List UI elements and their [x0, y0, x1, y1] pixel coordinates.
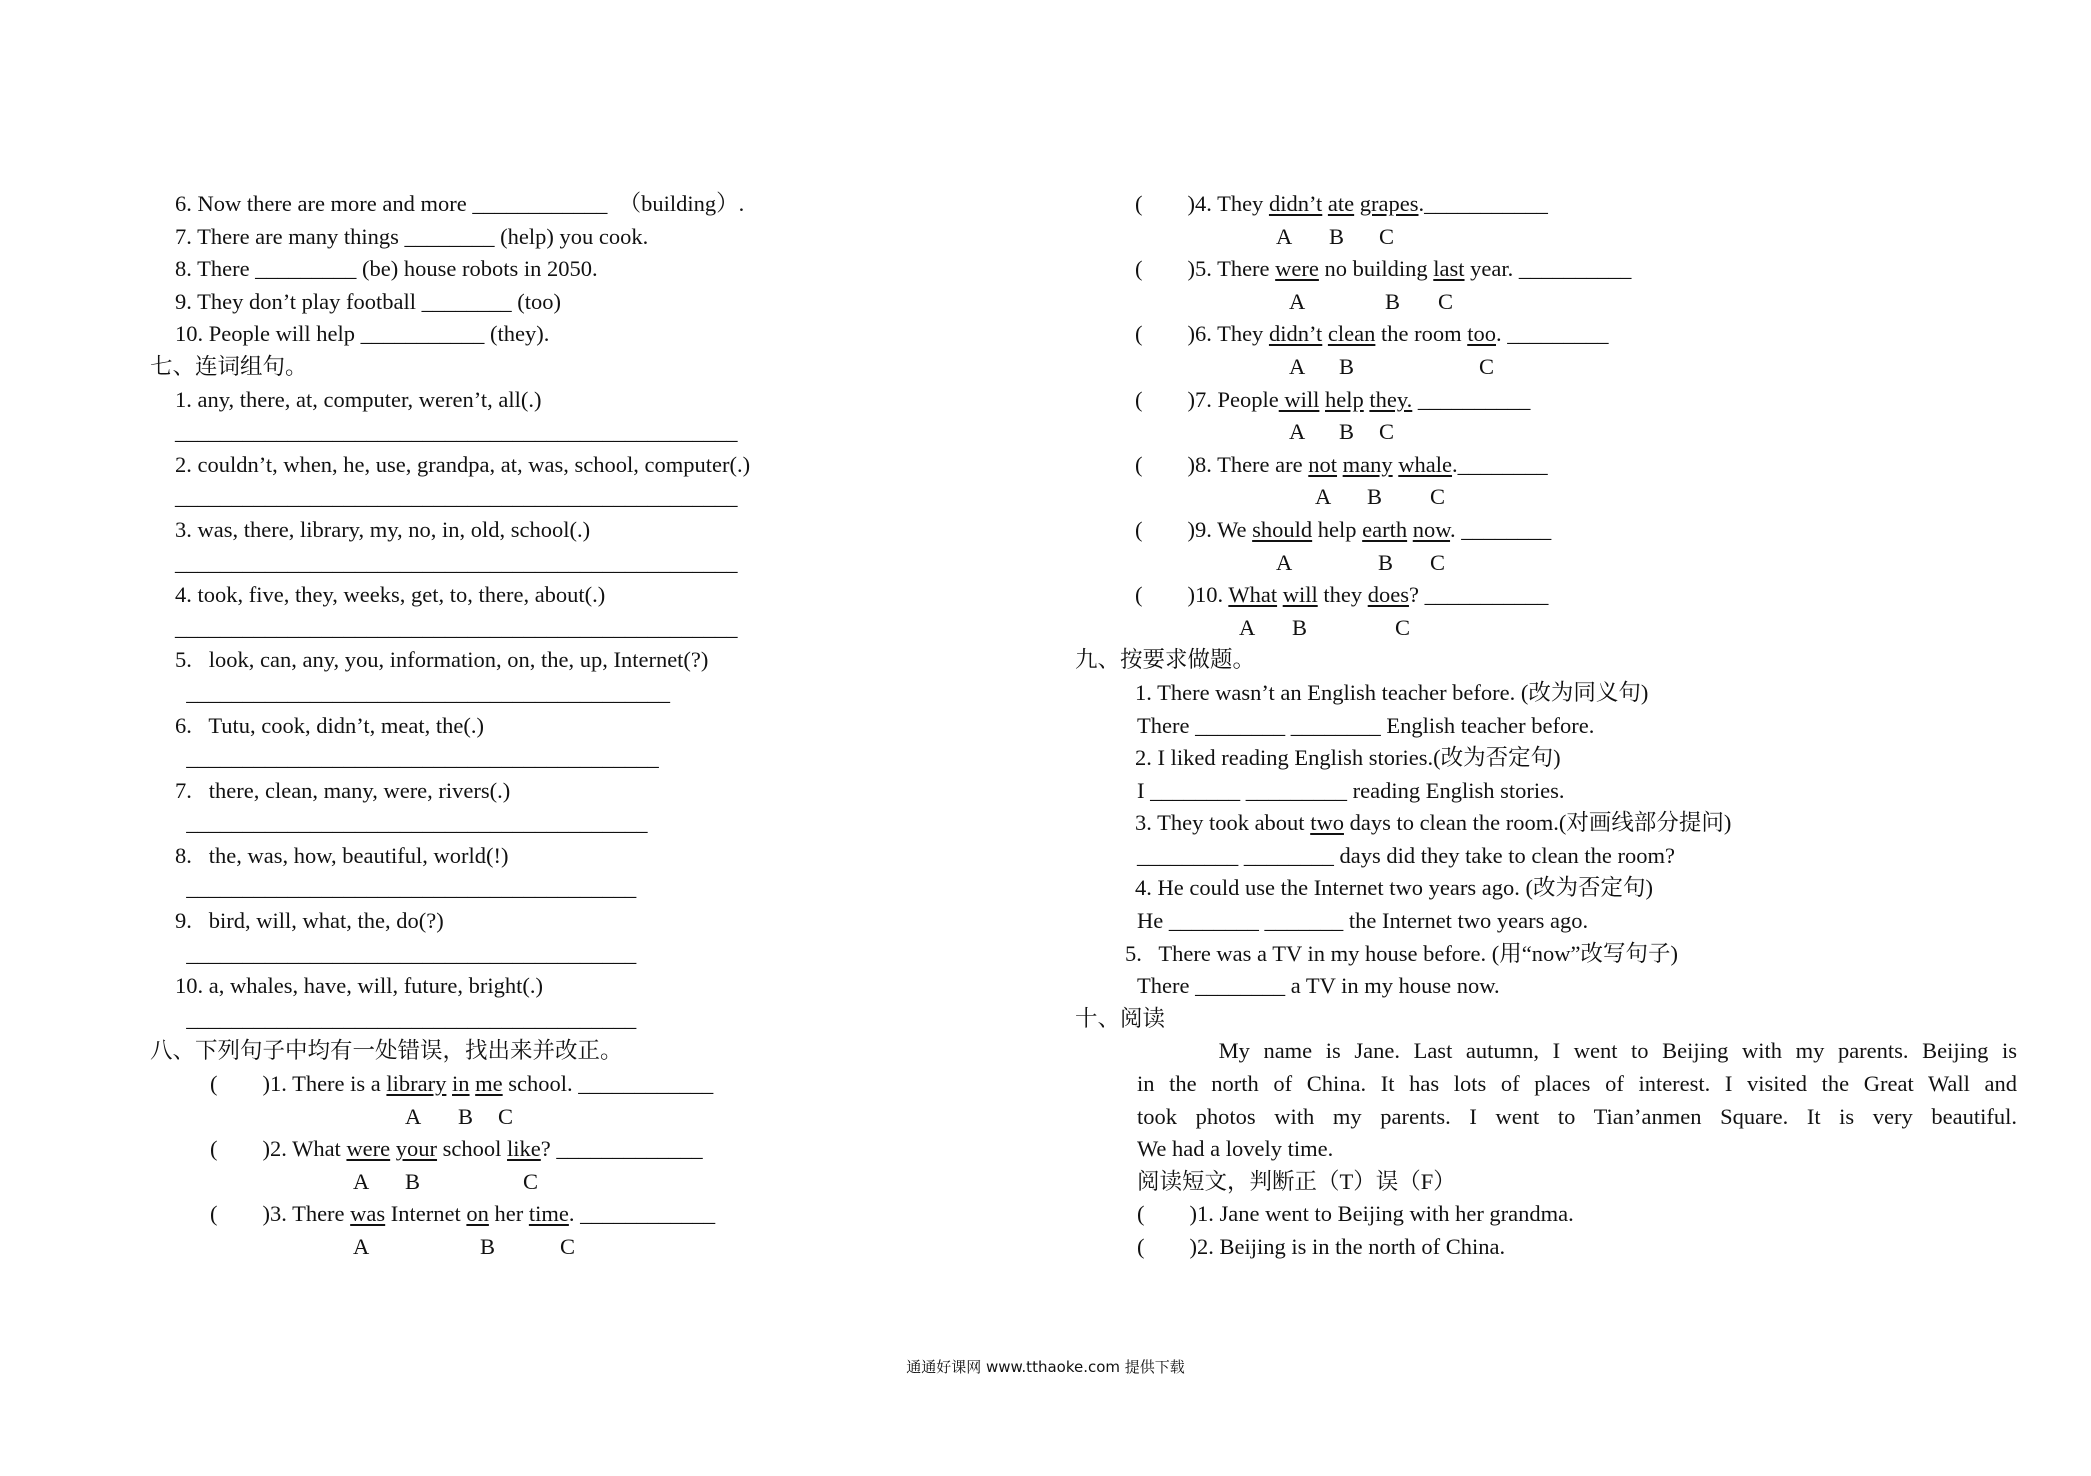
label-c: C [1430, 549, 1446, 575]
label-c: C [1379, 419, 1395, 445]
answer-line[interactable]: __________________________________________ [175, 745, 659, 771]
label-b: B [1378, 549, 1394, 575]
answer-line[interactable]: ________________________________________ [175, 1005, 637, 1031]
item-text: ? ___________ [1408, 582, 1549, 608]
abc-labels [1075, 416, 1975, 449]
word-order-question: 10. a, whales, have, will, future, bright(.) [175, 973, 544, 999]
item-text: ( )8. There are [1135, 451, 1309, 477]
item-text: ( )1. There is a [210, 1071, 387, 1097]
choice-b: on [466, 1201, 489, 1227]
error-item-1 [150, 1068, 1020, 1101]
item-text: days to clean the room.(对画线部分提问) [1343, 810, 1732, 836]
item-text: ( )6. They [1135, 321, 1269, 347]
choice-b: last [1433, 256, 1465, 282]
label-a: A [1289, 288, 1306, 314]
answer-line[interactable]: __________________________________________________ [175, 614, 738, 640]
item-text: . ____________ [568, 1201, 716, 1227]
item-text: school [437, 1136, 508, 1162]
section-10-title: 十、阅读 [1075, 1005, 1166, 1031]
fill-item-7: 7. There are many things ________ (help) you cook. [175, 223, 649, 249]
choice-c: too [1467, 321, 1496, 347]
label-c: C [1438, 288, 1454, 314]
transform-answer[interactable]: _________ ________ days did they take to clean the room? [1137, 842, 1676, 868]
transform-question [1075, 807, 1975, 840]
fill-item-10: 10. People will help ___________ (they). [175, 321, 550, 347]
choice-a: What [1228, 582, 1278, 608]
error-item-9 [1075, 514, 1975, 547]
error-item-10 [1075, 579, 1975, 612]
label-b: B [480, 1234, 496, 1259]
choice-a: didn’t [1268, 321, 1323, 347]
choice-b: your [395, 1136, 438, 1162]
label-b: B [405, 1168, 421, 1194]
item-text: ( )7. People [1135, 386, 1279, 412]
choice-b: ate [1327, 191, 1355, 216]
abc-labels [1075, 547, 1975, 580]
item-text: ( )2. What [210, 1136, 347, 1162]
abc-labels [1075, 351, 1975, 384]
item-text: ( )4. They [1135, 191, 1269, 216]
abc-labels [1075, 286, 1975, 319]
label-a: A [353, 1168, 370, 1194]
label-c: C [523, 1168, 539, 1194]
item-text: .___________ [1418, 191, 1548, 216]
label-b: B [458, 1103, 474, 1129]
item-text: no building [1318, 256, 1434, 282]
answer-line[interactable]: ________________________________________ [175, 940, 637, 966]
page-footer: 通通好课网 www.tthaoke.com 提供下载 [906, 1358, 1185, 1376]
label-b: B [1292, 614, 1308, 640]
abc-labels [1075, 481, 1975, 514]
right-column [1075, 188, 2017, 1264]
error-correction-items-cont [1075, 188, 1975, 644]
choice-c: grapes [1359, 191, 1419, 216]
label-a: A [1315, 484, 1332, 510]
item-text: year. [1464, 256, 1519, 282]
label-c: C [560, 1234, 576, 1259]
answer-line[interactable]: __________________________________________________ [175, 549, 738, 575]
section-9-title: 九、按要求做题。 [1075, 647, 1256, 673]
choice-c: me [475, 1071, 503, 1097]
choice-b: help [1325, 386, 1364, 412]
label-a: A [1289, 419, 1306, 445]
word-order-question: 5. look, can, any, you, information, on, the, up, Internet(?) [175, 647, 709, 673]
choice-a: were [346, 1136, 391, 1162]
transform-question: 1. There wasn’t an English teacher before. (改为同义句) [1135, 679, 1649, 705]
passage-line: We had a lovely time. [1137, 1136, 1334, 1162]
label-a: A [1276, 223, 1293, 249]
word-order-question: 2. couldn’t, when, he, use, grandpa, at, was, school, computer(.) [175, 451, 751, 477]
transform-question: 2. I liked reading English stories.(改为否定句) [1135, 745, 1561, 771]
word-order-items [150, 384, 1020, 1036]
word-order-question: 9. bird, will, what, the, do(?) [175, 908, 444, 934]
label-c: C [1395, 614, 1411, 640]
transform-answer[interactable]: There ________ ________ English teacher before. [1137, 712, 1595, 738]
tf-item: ( )1. Jane went to Beijing with her grandma. [1137, 1201, 1574, 1227]
label-b: B [1329, 223, 1345, 249]
error-item-4 [1075, 188, 1975, 221]
choice-a: not [1308, 451, 1338, 477]
choice-a: were [1275, 256, 1319, 282]
transform-answer[interactable]: There ________ a TV in my house now. [1137, 973, 1500, 999]
true-false-items [1075, 1198, 1975, 1263]
reading-instruction: 阅读短文，判断正（T）误（F） [1137, 1168, 1456, 1194]
choice-b: will [1282, 582, 1318, 608]
item-text: __________ [1518, 256, 1632, 282]
label-c: C [1379, 223, 1395, 249]
item-text: ( )9. We [1135, 516, 1253, 542]
label-a: A [1276, 549, 1293, 575]
section-7-title: 七、连词组句。 [150, 353, 308, 379]
choice-c: like [507, 1136, 541, 1162]
choice-c: whale [1398, 451, 1453, 477]
answer-line[interactable]: ___________________________________________ [175, 679, 670, 705]
error-item-3 [150, 1198, 1020, 1231]
item-text: school. ____________ [502, 1071, 714, 1097]
label-a: A [353, 1234, 370, 1259]
passage-line: in the north of China. It has lots of places of interest. I visited the Great Wall and [1137, 1071, 2017, 1097]
item-text: the room [1375, 321, 1468, 347]
choice-a: library [386, 1071, 447, 1097]
reading-passage [1075, 1035, 2017, 1198]
fill-item-8: 8. There _________ (be) house robots in 2050. [175, 256, 598, 282]
word-order-question: 1. any, there, at, computer, weren’t, all(.) [175, 386, 542, 412]
item-text: Internet [385, 1201, 467, 1227]
label-c: C [1479, 353, 1495, 379]
item-text: ( )5. There [1135, 256, 1276, 282]
choice-a: didn’t [1268, 191, 1323, 216]
section-8-title: 八、下列句子中均有一处错误，找出来并改正。 [150, 1038, 623, 1064]
label-c: C [498, 1103, 514, 1129]
abc-labels [1075, 221, 1975, 254]
left-column [150, 188, 1020, 1264]
fill-item-9: 9. They don’t play football ________ (too) [175, 288, 561, 314]
choice-c: now [1412, 516, 1451, 542]
underlined-word: two [1310, 810, 1344, 836]
answer-line[interactable]: ________________________________________ [175, 875, 637, 901]
item-text: they [1317, 582, 1368, 608]
label-c: C [1430, 484, 1446, 510]
label-b: B [1385, 288, 1401, 314]
transform-question: 5. There was a TV in my house before. (用“now”改写句子) [1125, 940, 1678, 966]
fill-item-6: 6. Now there are more and more ____________ （building）. [175, 191, 745, 216]
item-text: ( )3. There [210, 1201, 351, 1227]
error-item-7 [1075, 384, 1975, 417]
label-a: A [1289, 353, 1306, 379]
passage-line: My name is Jane. Last autumn, I went to Beijing with my parents. Beijing is [1137, 1038, 2017, 1064]
fill-blank-items [150, 188, 1020, 351]
label-b: B [1339, 419, 1355, 445]
item-text: her [488, 1201, 529, 1227]
abc-labels [150, 1101, 1020, 1134]
item-text: . ________ [1450, 516, 1552, 542]
word-order-question: 4. took, five, they, weeks, get, to, there, about(.) [175, 582, 606, 608]
transform-items [1075, 677, 1975, 1003]
word-order-question: 7. there, clean, many, were, rivers(.) [175, 777, 511, 803]
passage-line: took photos with my parents. I went to Tian’anmen Square. It is very beautiful. [1137, 1103, 2017, 1129]
choice-c: they. [1369, 386, 1413, 412]
item-text: .________ [1452, 451, 1548, 477]
label-b: B [1367, 484, 1383, 510]
item-text: __________ [1412, 386, 1531, 412]
choice-c: does [1367, 582, 1409, 608]
error-item-2 [150, 1133, 1020, 1166]
choice-b: earth [1362, 516, 1408, 542]
abc-labels [150, 1166, 1020, 1199]
label-a: A [405, 1103, 422, 1129]
choice-b: clean [1327, 321, 1376, 347]
choice-c: time [528, 1201, 569, 1227]
abc-labels [150, 1231, 1020, 1264]
item-text: help [1312, 516, 1363, 542]
item-text: 3. They took about [1135, 810, 1311, 836]
item-text: ? _____________ [540, 1136, 703, 1162]
word-order-question: 8. the, was, how, beautiful, world(!) [175, 842, 509, 868]
label-b: B [1339, 353, 1355, 379]
choice-b: many [1342, 451, 1393, 477]
choice-a: should [1252, 516, 1313, 542]
choice-a: will [1278, 386, 1320, 412]
error-item-8 [1075, 449, 1975, 482]
abc-labels [1075, 612, 1975, 645]
label-a: A [1239, 614, 1256, 640]
word-order-question: 6. Tutu, cook, didn’t, meat, the(.) [175, 712, 484, 738]
error-item-5 [1075, 253, 1975, 286]
answer-line[interactable]: __________________________________________________ [175, 484, 738, 510]
error-item-6 [1075, 318, 1975, 351]
choice-b: in [452, 1071, 470, 1097]
answer-line[interactable]: _________________________________________ [175, 810, 648, 836]
item-text: ( )10. [1135, 582, 1229, 608]
tf-item: ( )2. Beijing is in the north of China. [1137, 1234, 1506, 1259]
answer-line[interactable]: __________________________________________________ [175, 419, 738, 445]
transform-answer[interactable]: He ________ _______ the Internet two years ago. [1137, 908, 1589, 934]
transform-question: 4. He could use the Internet two years ago. (改为否定句) [1135, 875, 1653, 901]
transform-answer[interactable]: I ________ _________ reading English stories. [1137, 777, 1565, 803]
word-order-question: 3. was, there, library, my, no, in, old, school(.) [175, 516, 591, 542]
choice-a: was [350, 1201, 386, 1227]
item-text: . _________ [1496, 321, 1609, 347]
error-correction-items [150, 1068, 1020, 1264]
